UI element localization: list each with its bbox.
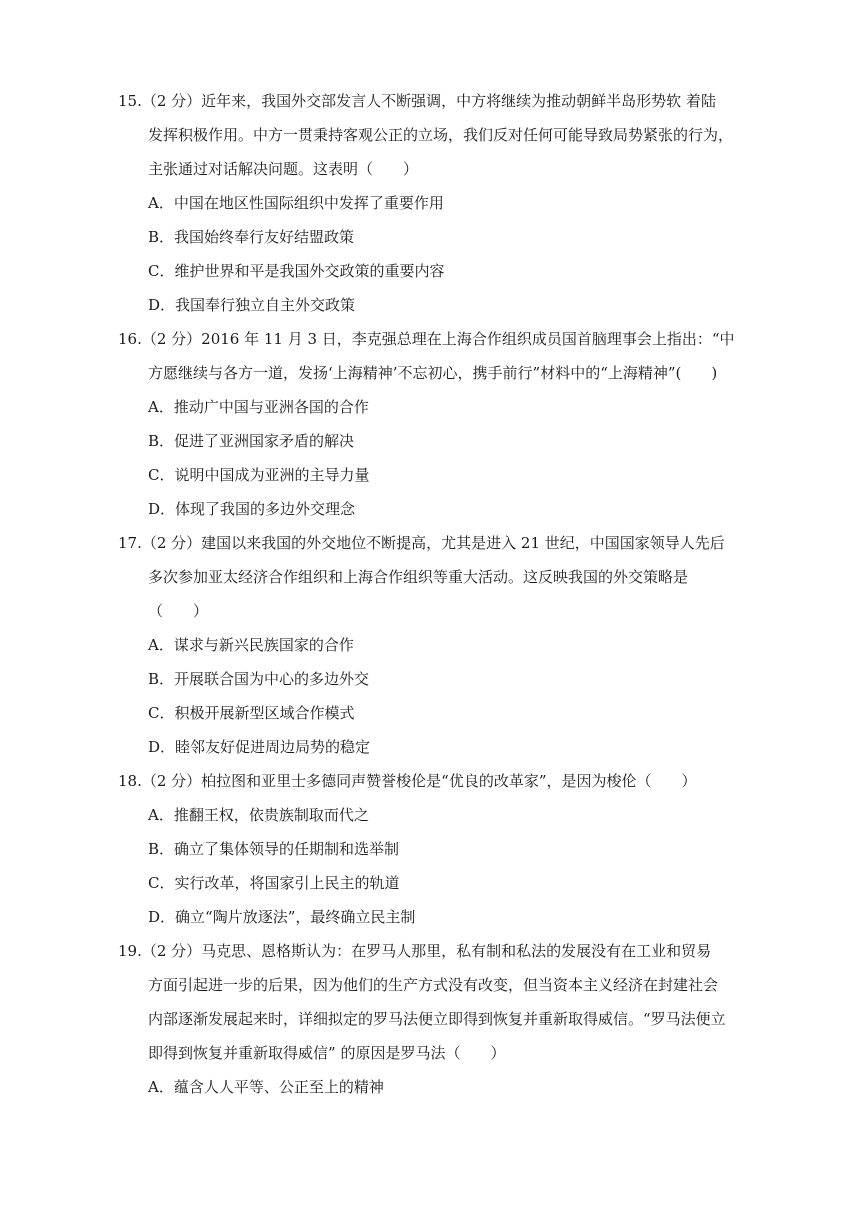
question-17-option-c: C．积极开展新型区域合作模式 <box>148 704 355 722</box>
question-15-option-c: C．维护世界和平是我国外交政策的重要内容 <box>148 262 445 280</box>
question-17-option-b: B．开展联合国为中心的多边外交 <box>148 670 370 688</box>
question-18-line-1: 18.（2 分）柏拉图和亚里士多德同声赞誉梭伦是“优良的改革家”，是因为梭伦（ ） <box>118 772 697 790</box>
question-15-option-b: B．我国始终奉行友好结盟政策 <box>148 228 355 246</box>
question-15-line-1: 15.（2 分）近年来，我国外交部发言人不断强调，中方将继续为推动朝鲜半岛形势软 着陆 <box>118 92 716 110</box>
question-15 <box>118 84 770 322</box>
question-15-line-2: 发挥积极作用。中方一贯秉持客观公正的立场，我们反对任何可能导致局势紧张的行为， <box>148 126 734 144</box>
question-19-line-2: 方面引起进一步的后果，因为他们的生产方式没有改变，但当资本主义经济在封建社会 <box>148 976 719 994</box>
question-16-line-1: 16.（2 分）2016 年 11 月 3 日，李克强总理在上海合作组织成员国首脑理事会上指出：“中 <box>118 330 735 348</box>
question-19-line-1: 19.（2 分）马克思、恩格斯认为：在罗马人那里，私有制和私法的发展没有在工业和贸易 <box>118 942 712 960</box>
question-17-line-3: （ ） <box>148 602 209 620</box>
question-17 <box>118 526 770 764</box>
question-18-option-a: A．推翻王权，依贵族制取而代之 <box>148 806 369 824</box>
question-18-option-c: C．实行改革，将国家引上民主的轨道 <box>148 874 400 892</box>
question-18-option-b: B．确立了集体领导的任期制和选举制 <box>148 840 400 858</box>
question-16-option-b: B．促进了亚洲国家矛盾的解决 <box>148 432 355 450</box>
question-16 <box>118 322 770 526</box>
question-16-option-a: A．推动广中国与亚洲各国的合作 <box>148 398 369 416</box>
question-16-line-2: 方愿继续与各方一道，发扬‘上海精神’不忘初心，携手前行”材料中的“上海精神”( ) <box>148 364 718 382</box>
question-17-line-2: 多次参加亚太经济合作组织和上海合作组织等重大活动。这反映我国的外交策略是 <box>148 568 689 586</box>
question-16-option-d: D．体现了我国的多边外交理念 <box>148 500 356 518</box>
question-15-option-a: A．中国在地区性国际组织中发挥了重要作用 <box>148 194 444 212</box>
question-17-option-d: D．睦邻友好促进周边局势的稳定 <box>148 738 371 756</box>
question-17-line-1: 17.（2 分）建国以来我国的外交地位不断提高，尤其是进入 21 世纪，中国国家领导人先后 <box>118 534 725 552</box>
question-19-line-4: 即得到恢复并重新取得威信” 的原因是罗马法（ ） <box>148 1044 506 1062</box>
question-15-option-d: D．我国奉行独立自主外交政策 <box>148 296 356 314</box>
question-19-line-3: 内部逐渐发展起来时，详细拟定的罗马法便立即得到恢复并重新取得威信。“罗马法便立 <box>148 1010 726 1028</box>
question-19 <box>118 934 770 1104</box>
question-16-option-c: C．说明中国成为亚洲的主导力量 <box>148 466 370 484</box>
question-18 <box>118 764 770 934</box>
question-15-line-3: 主张通过对话解决问题。这表明（ ） <box>148 160 419 178</box>
question-17-option-a: A．谋求与新兴民族国家的合作 <box>148 636 354 654</box>
question-19-option-a: A．蕴含人人平等、公正至上的精神 <box>148 1078 384 1096</box>
question-18-option-d: D．确立“陶片放逐法”，最终确立民主制 <box>148 908 416 926</box>
